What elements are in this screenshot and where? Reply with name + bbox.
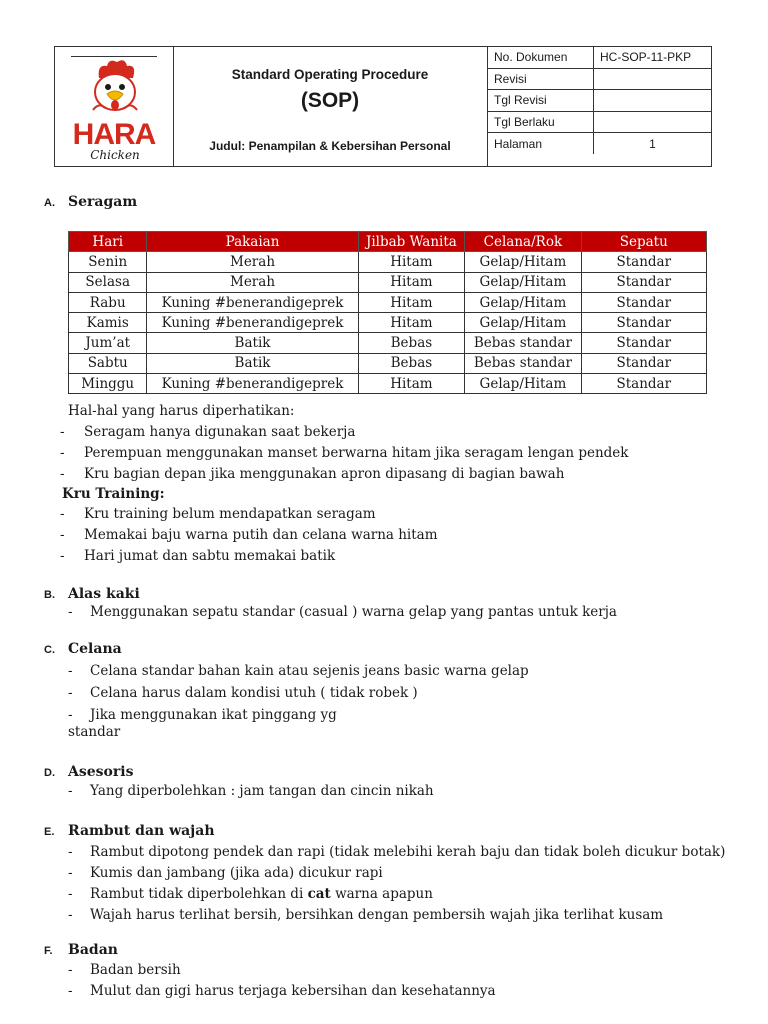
meta-label: Tgl Revisi xyxy=(488,90,594,111)
document-meta-table xyxy=(487,47,711,154)
bullet-dash: - xyxy=(68,604,73,620)
meta-label: Tgl Berlaku xyxy=(488,111,594,132)
meta-value xyxy=(594,68,712,89)
list-item: Jika menggunakan ikat pinggang yg xyxy=(90,707,337,723)
section-c-heading xyxy=(44,641,122,657)
bullet-dash: - xyxy=(60,466,65,482)
sop-judul: Judul: Penampilan & Kebersihan Personal xyxy=(209,139,451,153)
section-title: Rambut dan wajah xyxy=(68,823,215,839)
section-d-heading xyxy=(44,764,133,780)
table-cell: Hitam xyxy=(358,272,465,292)
list-item: Badan bersih xyxy=(90,962,181,978)
table-cell: Merah xyxy=(147,272,358,292)
list-item: Perempuan menggunakan manset berwarna hitam jika seragam lengan pendek xyxy=(84,445,629,461)
bullet-dash: - xyxy=(60,424,65,440)
table-cell: Hitam xyxy=(358,374,465,394)
title-cell xyxy=(173,47,488,166)
table-header-cell: Hari xyxy=(69,232,147,252)
table-cell: Jum’at xyxy=(69,333,147,353)
document-header xyxy=(54,46,712,167)
hara-chicken-logo xyxy=(69,58,159,164)
meta-value xyxy=(594,90,712,111)
list-item: Seragam hanya digunakan saat bekerja xyxy=(84,424,356,440)
section-title: Asesoris xyxy=(68,764,134,780)
section-letter: F. xyxy=(44,945,53,957)
section-letter: A. xyxy=(44,197,55,209)
training-title: Kru Training: xyxy=(62,486,165,502)
logo-text-hara: HARA xyxy=(72,118,156,151)
logo-cell xyxy=(55,47,174,166)
list-item: Celana harus dalam kondisi utuh ( tidak robek ) xyxy=(90,685,418,701)
table-cell: Hitam xyxy=(358,313,465,333)
table-cell: Sabtu xyxy=(69,353,147,373)
table-row xyxy=(69,333,707,353)
meta-label: Halaman xyxy=(488,133,594,154)
table-cell: Gelap/Hitam xyxy=(465,313,581,333)
logo-top-rule xyxy=(71,56,157,57)
bullet-dash: - xyxy=(68,663,73,679)
bullet-dash: - xyxy=(68,783,73,799)
table-cell: Bebas standar xyxy=(465,353,581,373)
table-cell: Bebas xyxy=(358,333,465,353)
table-cell: Kuning #benerandigeprek xyxy=(147,292,358,312)
bullet-dash: - xyxy=(68,844,73,860)
table-cell: Bebas standar xyxy=(465,333,581,353)
section-title: Seragam xyxy=(68,194,138,210)
table-cell: Batik xyxy=(147,353,358,373)
table-cell: Gelap/Hitam xyxy=(465,292,581,312)
table-row xyxy=(69,353,707,373)
table-row xyxy=(69,272,707,292)
meta-value: HC-SOP-11-PKP xyxy=(594,47,712,68)
table-cell: Standar xyxy=(581,353,706,373)
list-item-rest: warna apapun xyxy=(335,886,433,902)
bullet-dash: - xyxy=(60,445,65,461)
section-title: Alas kaki xyxy=(68,586,140,602)
list-item: Mulut dan gigi harus terjaga kebersihan dan kesehatannya xyxy=(90,983,496,999)
table-cell: Senin xyxy=(69,252,147,272)
meta-label: Revisi xyxy=(488,68,594,89)
meta-value xyxy=(594,111,712,132)
table-cell: Bebas xyxy=(358,353,465,373)
bullet-dash: - xyxy=(68,707,73,723)
celana-continuation: standar xyxy=(68,724,121,740)
list-item: Memakai baju warna putih dan celana warna hitam xyxy=(84,527,438,543)
section-title: Badan xyxy=(68,942,118,958)
list-item: Menggunakan sepatu standar (casual ) warna gelap yang pantas untuk kerja xyxy=(90,604,617,620)
table-cell: Standar xyxy=(581,252,706,272)
bullet-dash: - xyxy=(68,907,73,923)
table-cell: Gelap/Hitam xyxy=(465,252,581,272)
sop-title: Standard Operating Procedure xyxy=(231,67,429,82)
table-cell: Batik xyxy=(147,333,358,353)
bullet-dash: - xyxy=(68,886,73,902)
meta-label: No. Dokumen xyxy=(488,47,594,68)
table-cell: Gelap/Hitam xyxy=(465,374,581,394)
table-cell: Standar xyxy=(581,333,706,353)
table-cell: Hitam xyxy=(358,252,465,272)
sop-abbrev: (SOP) xyxy=(300,89,360,112)
table-cell: Standar xyxy=(581,292,706,312)
table-header-cell: Celana/Rok xyxy=(465,232,581,252)
bullet-dash: - xyxy=(60,506,65,522)
bullet-dash: - xyxy=(68,962,73,978)
table-row xyxy=(69,292,707,312)
meta-row xyxy=(488,47,712,68)
section-f-heading xyxy=(44,942,118,958)
meta-row xyxy=(488,133,712,154)
section-letter: B. xyxy=(44,589,55,601)
table-header-cell: Jilbab Wanita xyxy=(358,232,465,252)
list-item: Wajah harus terlihat bersih, bersihkan dengan pembersih wajah jika terlihat kusam xyxy=(90,907,664,923)
list-item: Celana standar bahan kain atau sejenis jeans basic warna gelap xyxy=(90,663,529,679)
meta-value: 1 xyxy=(594,133,712,154)
list-item-wrap xyxy=(90,886,433,902)
table-cell: Merah xyxy=(147,252,358,272)
table-cell: Minggu xyxy=(69,374,147,394)
meta-row xyxy=(488,111,712,132)
notes-title: Hal-hal yang harus diperhatikan: xyxy=(68,403,295,419)
table-cell: Kuning #benerandigeprek xyxy=(147,313,358,333)
seragam-table xyxy=(68,231,707,394)
section-title: Celana xyxy=(68,641,122,657)
bullet-dash: - xyxy=(60,527,65,543)
bullet-dash: - xyxy=(60,548,65,564)
list-item-tail xyxy=(308,886,433,902)
list-item: Hari jumat dan sabtu memakai batik xyxy=(84,548,336,564)
section-a-heading xyxy=(44,194,137,210)
bullet-dash: - xyxy=(68,685,73,701)
table-row xyxy=(69,374,707,394)
table-row xyxy=(69,313,707,333)
table-header-cell: Pakaian xyxy=(147,232,358,252)
list-item: Kru training belum mendapatkan seragam xyxy=(84,506,376,522)
section-letter: C. xyxy=(44,644,55,656)
table-cell: Gelap/Hitam xyxy=(465,272,581,292)
meta-row xyxy=(488,68,712,89)
meta-row xyxy=(488,90,712,111)
table-cell: Hitam xyxy=(358,292,465,312)
table-cell: Rabu xyxy=(69,292,147,312)
table-cell: Standar xyxy=(581,272,706,292)
list-item: Rambut dipotong pendek dan rapi (tidak melebihi kerah baju dan tidak boleh dicukur botak) xyxy=(90,844,726,860)
table-cell: Kamis xyxy=(69,313,147,333)
table-cell: Selasa xyxy=(69,272,147,292)
list-item: Rambut tidak diperbolehkan di xyxy=(90,886,304,902)
table-cell: Kuning #benerandigeprek xyxy=(147,374,358,394)
section-letter: E. xyxy=(44,826,55,838)
section-b-heading xyxy=(44,586,140,602)
table-cell: Standar xyxy=(581,374,706,394)
logo-text-chicken: Chicken xyxy=(90,148,140,162)
section-letter: D. xyxy=(44,767,55,779)
emphasis-word: cat xyxy=(307,886,331,902)
table-row xyxy=(69,252,707,272)
list-item: Kumis dan jambang (jika ada) dicukur rapi xyxy=(90,865,383,881)
list-item: Kru bagian depan jika menggunakan apron dipasang di bagian bawah xyxy=(84,466,565,482)
list-item: Yang diperbolehkan : jam tangan dan cincin nikah xyxy=(90,783,434,799)
section-e-heading xyxy=(44,823,215,839)
table-cell: Standar xyxy=(581,313,706,333)
table-header-cell: Sepatu xyxy=(581,232,706,252)
bullet-dash: - xyxy=(68,983,73,999)
bullet-dash: - xyxy=(68,865,73,881)
